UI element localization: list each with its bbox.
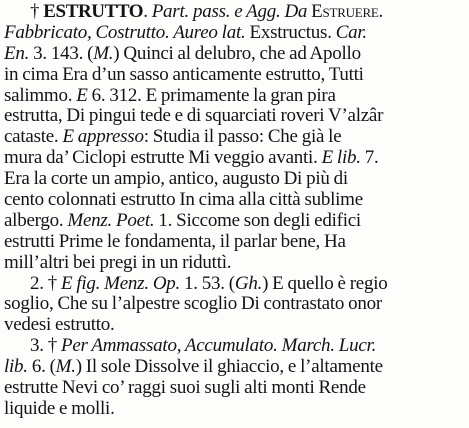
entry-line [4, 294, 466, 315]
text-run: in cima Era d’un sasso anticamente estrutto, Tutti [4, 64, 364, 85]
entry-line [4, 315, 466, 336]
italic-run: M. [93, 43, 114, 64]
text-run: ) Il sole Dissolve il ghiaccio, e l’altamente [75, 357, 383, 378]
text-run: estrutti Prime le fondamenta, il parlar bene, Ha [4, 231, 346, 252]
italic-run: lib. [4, 357, 28, 378]
text-run: 3. † [30, 336, 61, 357]
text-run: soglio, Che su l’alpestre scoglio Di contrastato onor [4, 294, 382, 315]
text-run: mura da’ Ciclopi estrutte Mi veggio avanti. [4, 148, 322, 169]
entry-line [4, 399, 466, 420]
headword: ESTRUTTO [43, 2, 144, 22]
entry-line [4, 23, 466, 44]
text-run: estrutta, Di pingui tede e di squarciati roveri V’alzâr [4, 106, 384, 127]
text-run: albergo. [4, 210, 68, 231]
text-run: cataste. [4, 127, 63, 148]
entry-line [4, 232, 466, 253]
text-run: : Studia il passo: Che già le [143, 127, 342, 148]
text-run: 3. 143. ( [29, 43, 94, 64]
text-run: Era la corte un ampio, antico, augusto Di più di [4, 169, 348, 190]
entry-line [4, 148, 466, 169]
italic-run: M. [55, 357, 76, 378]
text-run: . [143, 2, 152, 22]
text-run: cento colonnati estrutto In cima alla città sublime [4, 190, 363, 211]
entry-line [4, 378, 466, 399]
italic-run: Part. pass. e Agg. Da [151, 2, 312, 22]
text-run: salimmo. [4, 85, 77, 106]
text-run: † [30, 2, 44, 22]
entry-line [4, 357, 466, 378]
text-run: vedesi estrutto. [4, 315, 115, 336]
entry-line [4, 253, 466, 274]
italic-run: E lib. [321, 148, 361, 169]
text-run: 2. † [30, 273, 61, 294]
italic-run: Gh. [234, 273, 263, 294]
text-run: 1. 53. ( [180, 273, 235, 294]
italic-run: Menz. Poet. [67, 210, 155, 231]
text-run: estrutte Nevi co’ raggi suoi sugli alti monti Rende [4, 378, 366, 399]
text-run: Exstructus. [245, 22, 336, 43]
entry-line [4, 274, 466, 295]
text-run: mill’altri bei pregi in un riduttì. [4, 252, 232, 273]
entry-line [4, 44, 466, 65]
italic-run: Per Ammassato, Accumulato. March. Lucr. [61, 336, 377, 357]
italic-run: E [76, 85, 88, 106]
text-run: 6. ( [27, 357, 56, 378]
dictionary-entry-estrutto [4, 2, 466, 420]
italic-run: E appresso [62, 127, 144, 148]
text-run: 1. Siccome son degli edifici [154, 210, 361, 231]
text-run: liquide e molli. [4, 398, 115, 419]
italic-run: E fig. Menz. Op. [61, 273, 181, 294]
entry-line [4, 169, 466, 190]
text-run: 7. [360, 148, 379, 169]
entry-line [4, 106, 466, 127]
entry-line [4, 2, 466, 23]
italic-run: Fabbricato, Costrutto. Aureo lat. [4, 22, 246, 43]
entry-line [4, 127, 466, 148]
entry-line [4, 86, 466, 107]
italic-run: En. [4, 43, 30, 64]
small-caps-run: Estruere. [311, 2, 384, 22]
italic-run: Car. [335, 22, 367, 43]
text-run: 6. 312. E primamente la gran pira [87, 85, 336, 106]
entry-line [4, 336, 466, 357]
entry-line [4, 65, 466, 86]
text-run: ) E quello è regio [262, 273, 388, 294]
entry-line [4, 211, 466, 232]
entry-line [4, 190, 466, 211]
text-run: ) Quinci al delubro, che ad Apollo [113, 43, 361, 64]
